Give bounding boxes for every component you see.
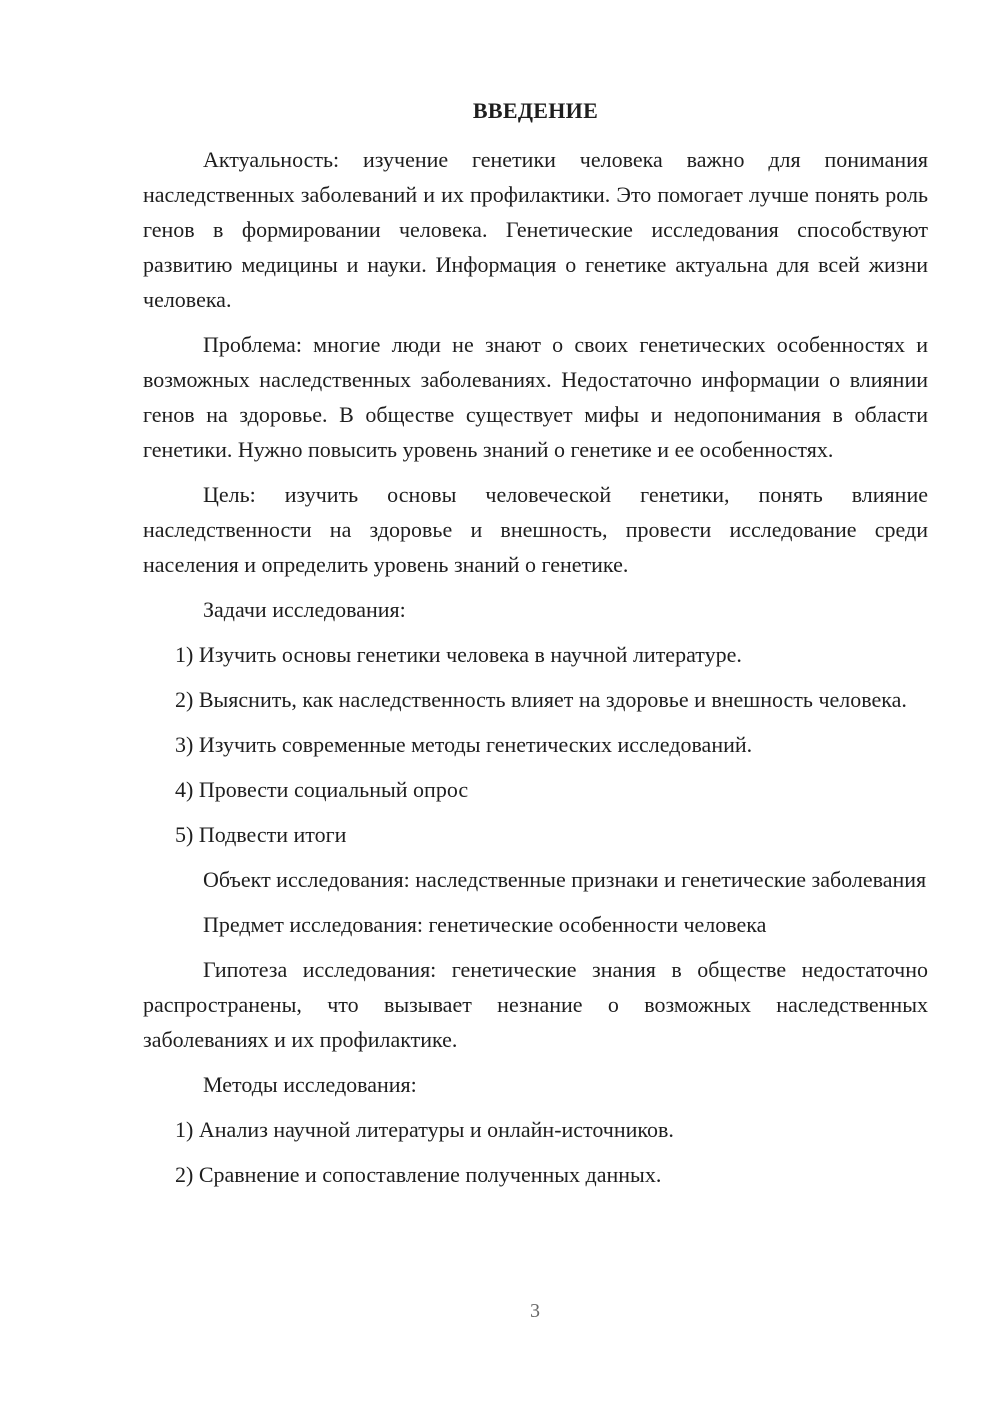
subject-paragraph: Предмет исследования: генетические особенности человека [203, 912, 767, 937]
goal-paragraph: Цель: изучить основы человеческой генетики, понять влияние наследственности на здоровье и внешность, провести исследование среди населения и определить уровень знаний о генетике. [143, 482, 928, 577]
page-title: ВВЕДЕНИЕ [472, 98, 599, 123]
task-item: 4) Провести социальный опрос [175, 777, 469, 802]
page-number: 3 [530, 1300, 540, 1322]
hypothesis-paragraph: Гипотеза исследования: генетические знания в обществе недостаточно распространены, что вызывает незнание о возможных наследственных заболеваниях и их профилактике. [143, 957, 928, 1052]
task-item: 1) Изучить основы генетики человека в научной литературе. [175, 642, 742, 667]
object-paragraph: Объект исследования: наследственные признаки и генетические заболевания [203, 867, 927, 892]
task-item: 2) Выяснить, как наследственность влияет на здоровье и внешность человека. [175, 687, 907, 712]
relevance-paragraph: Актуальность: изучение генетики человека важно для понимания наследственных заболеваний и их профилактики. Это помогает лучше понять роль генов в формировании человека. Генетические исследования способствуют развитию медицины и науки. Информация о генетике актуальна для всей жизни человека. [143, 147, 928, 312]
tasks-heading: Задачи исследования: [203, 597, 406, 622]
task-item: 3) Изучить современные методы генетических исследований. [175, 732, 753, 757]
method-item: 1) Анализ научной литературы и онлайн-источников. [175, 1117, 674, 1142]
page-content [143, 94, 928, 1202]
problem-paragraph: Проблема: многие люди не знают о своих генетических особенностях и возможных наследственных заболеваниях. Недостаточно информации о влиянии генов на здоровье. В обществе существует мифы и недопонимания в области генетики. Нужно повысить уровень знаний о генетике и ее особенностях. [143, 332, 928, 462]
task-item: 5) Подвести итоги [175, 822, 347, 847]
methods-heading: Методы исследования: [203, 1072, 417, 1097]
method-item: 2) Сравнение и сопоставление полученных данных. [175, 1162, 662, 1187]
